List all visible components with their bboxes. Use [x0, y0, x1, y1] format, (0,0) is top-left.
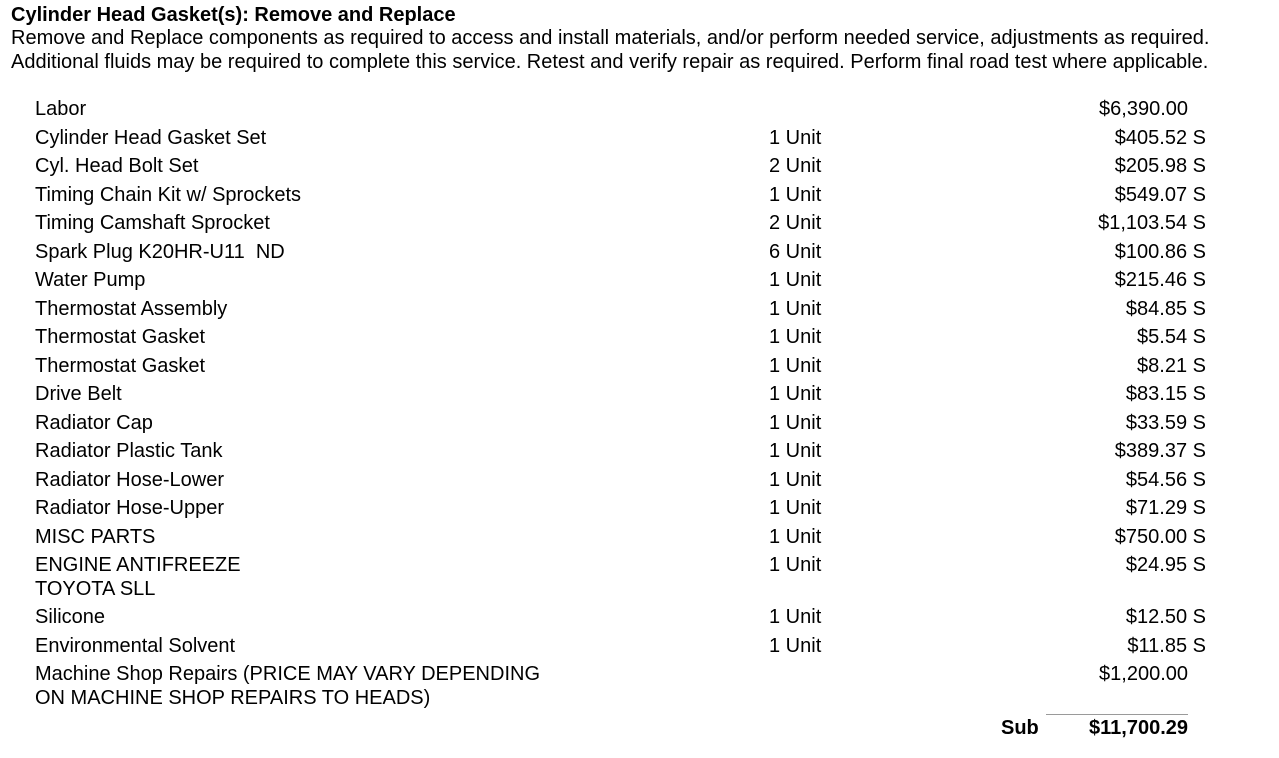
line-item — [0, 182, 1279, 211]
line-item — [0, 381, 1279, 410]
service-title: Cylinder Head Gasket(s): Remove and Replace — [11, 4, 456, 26]
item-price: $215.46 S — [1114, 269, 1206, 291]
item-price: $750.00 S — [1114, 525, 1206, 548]
line-item — [0, 467, 1279, 496]
item-name: Radiator Hose-Lower — [35, 468, 224, 491]
item-qty: 1 Unit — [769, 297, 822, 320]
item-price: $549.07 S — [1114, 183, 1206, 206]
item-qty: 6 Unit — [769, 240, 822, 263]
item-price: $11.85 S — [1127, 634, 1206, 657]
item-qty: 1 Unit — [769, 606, 822, 628]
item-name: Radiator Cap — [35, 411, 153, 434]
item-name: Water Pump — [35, 269, 146, 291]
item-qty: 1 Unit — [769, 497, 822, 519]
line-item — [0, 661, 1279, 707]
item-name: Cyl. Head Bolt Set — [35, 155, 199, 177]
line-item — [0, 410, 1279, 439]
item-qty: 1 Unit — [769, 269, 822, 291]
item-price: $389.37 S — [1114, 440, 1206, 462]
item-qty: 2 Unit — [769, 155, 822, 177]
line-item — [0, 125, 1279, 154]
item-name: Radiator Plastic Tank — [35, 440, 223, 462]
item-name: Drive Belt — [35, 383, 122, 405]
service-description: Remove and Replace components as required to access and install materials, and/or perform needed service, adjustments as required. Additional fluids may be required to complete this service. Retest and verify repair as required. Perform final road test where applicable. — [11, 27, 1210, 73]
line-item — [0, 153, 1279, 182]
item-price: $84.85 S — [1125, 297, 1206, 320]
item-price: $405.52 S — [1114, 126, 1206, 149]
item-name: Thermostat Gasket — [35, 326, 206, 348]
item-price: $100.86 S — [1114, 240, 1206, 263]
line-item — [0, 239, 1279, 268]
item-qty: 1 Unit — [769, 354, 822, 377]
subtotal-divider — [1046, 714, 1188, 715]
item-name: Timing Chain Kit w/ Sprockets — [35, 183, 302, 206]
item-qty: 1 Unit — [769, 411, 822, 434]
item-name: Spark Plug K20HR-U11 ND — [35, 240, 285, 263]
item-name: Machine Shop Repairs (PRICE MAY VARY DEPENDING ON MACHINE SHOP REPAIRS TO HEADS) — [35, 663, 540, 709]
subtotal-value: $11,700.29 — [1089, 717, 1188, 739]
item-name: MISC PARTS — [35, 525, 156, 548]
line-item — [0, 524, 1279, 553]
item-name: Thermostat Assembly — [35, 297, 228, 320]
item-name: Silicone — [35, 606, 106, 628]
line-item — [0, 495, 1279, 524]
line-item — [0, 552, 1279, 604]
item-name: Environmental Solvent — [35, 634, 236, 657]
item-name: Cylinder Head Gasket Set — [35, 126, 267, 149]
line-item — [0, 296, 1279, 325]
item-qty: 1 Unit — [769, 634, 822, 657]
item-price: $1,200.00 — [1099, 663, 1188, 685]
item-name: Timing Camshaft Sprocket — [35, 212, 270, 234]
item-name: Thermostat Gasket — [35, 354, 206, 377]
item-price: $8.21 S — [1137, 354, 1206, 377]
item-qty: 1 Unit — [769, 383, 822, 405]
line-item — [0, 210, 1279, 239]
item-price: $33.59 S — [1125, 411, 1206, 434]
item-qty: 1 Unit — [769, 468, 822, 491]
line-item — [0, 438, 1279, 467]
item-price: $24.95 S — [1125, 554, 1206, 576]
item-name: Labor — [35, 98, 87, 120]
item-price: $5.54 S — [1137, 326, 1206, 348]
line-items — [0, 96, 1279, 707]
item-name: Radiator Hose-Upper — [35, 497, 224, 519]
line-item — [0, 353, 1279, 382]
item-qty: 1 Unit — [769, 126, 822, 149]
item-name: ENGINE ANTIFREEZE TOYOTA SLL — [35, 554, 241, 600]
item-qty: 1 Unit — [769, 326, 822, 348]
line-item — [0, 96, 1279, 125]
item-price: $205.98 S — [1114, 155, 1206, 177]
item-qty: 1 Unit — [769, 440, 822, 462]
line-item — [0, 324, 1279, 353]
item-qty: 2 Unit — [769, 212, 822, 234]
item-qty: 1 Unit — [769, 183, 822, 206]
subtotal-label: Sub — [1001, 717, 1039, 739]
item-price: $83.15 S — [1125, 383, 1206, 405]
line-item — [0, 267, 1279, 296]
item-price: $54.56 S — [1125, 468, 1206, 491]
item-qty: 1 Unit — [769, 525, 822, 548]
line-item — [0, 633, 1279, 662]
item-price: $1,103.54 S — [1098, 212, 1206, 234]
item-price: $6,390.00 — [1099, 98, 1188, 120]
item-price: $71.29 S — [1125, 497, 1206, 519]
item-qty: 1 Unit — [769, 554, 822, 576]
line-item — [0, 604, 1279, 633]
item-price: $12.50 S — [1125, 606, 1206, 628]
